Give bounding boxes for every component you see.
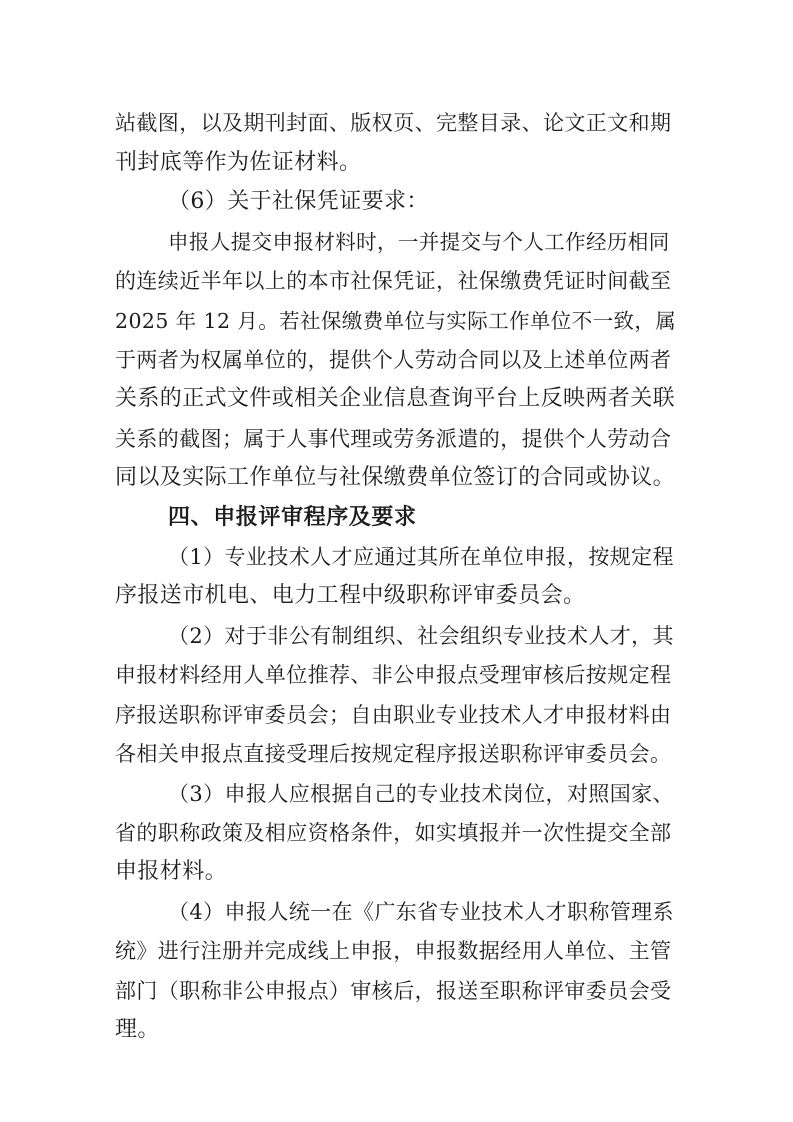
body-line: 刊封底等作为佐证材料。 xyxy=(115,150,362,175)
body-line: 申报材料。 xyxy=(115,859,228,884)
body-line: 申报材料经用人单位推荐、非公申报点受理审核后按规定程 xyxy=(115,663,672,687)
section-heading: 四、申报评审程序及要求 xyxy=(168,505,417,530)
body-line: 的连续近半年以上的本市社保凭证，社保缴费凭证时间截至 xyxy=(115,269,672,293)
body-line: （2）对于非公有制组织、社会组织专业技术人才，其 xyxy=(168,624,674,648)
body-line: （3）申报人应根据自己的专业技术岗位，对照国家、 xyxy=(168,782,674,806)
body-line: 理。 xyxy=(115,1017,160,1042)
body-line: 各相关申报点直接受理后按规定程序报送职称评审委员会。 xyxy=(115,742,672,766)
body-line: 于两者为权属单位的，提供个人劳动合同以及上述单位两者 xyxy=(115,348,672,372)
subsection-heading: （6）关于社保凭证要求： xyxy=(168,189,429,214)
body-line: 序报送市机电、电力工程中级职称评审委员会。 xyxy=(115,583,586,608)
body-line: （4）申报人统一在《广东省专业技术人才职称管理系 xyxy=(168,900,674,924)
body-line: （1）专业技术人才应通过其所在单位申报，按规定程 xyxy=(168,545,674,569)
body-line: 省的职称政策及相应资格条件，如实填报并一次性提交全部 xyxy=(115,821,672,845)
body-line: 序报送职称评审委员会；自由职业专业技术人才申报材料由 xyxy=(115,703,672,727)
body-line: 关系的截图；属于人事代理或劳务派遣的，提供个人劳动合 xyxy=(115,427,672,451)
body-line: 站截图，以及期刊封面、版权页、完整目录、论文正文和期 xyxy=(115,111,672,135)
body-line: 同以及实际工作单位与社保缴费单位签订的合同或协议。 xyxy=(115,465,676,490)
body-line: 关系的正式文件或相关企业信息查询平台上反映两者关联 xyxy=(115,386,676,411)
body-line: 2025 年 12 月。若社保缴费单位与实际工作单位不一致，属 xyxy=(115,309,677,333)
body-line: 申报人提交申报材料时，一并提交与个人工作经历相同 xyxy=(168,230,670,254)
body-line: 部门（职称非公申报点）审核后，报送至职称评审委员会受 xyxy=(115,979,672,1003)
body-line: 统》进行注册并完成线上申报，申报数据经用人单位、主管 xyxy=(115,939,672,963)
